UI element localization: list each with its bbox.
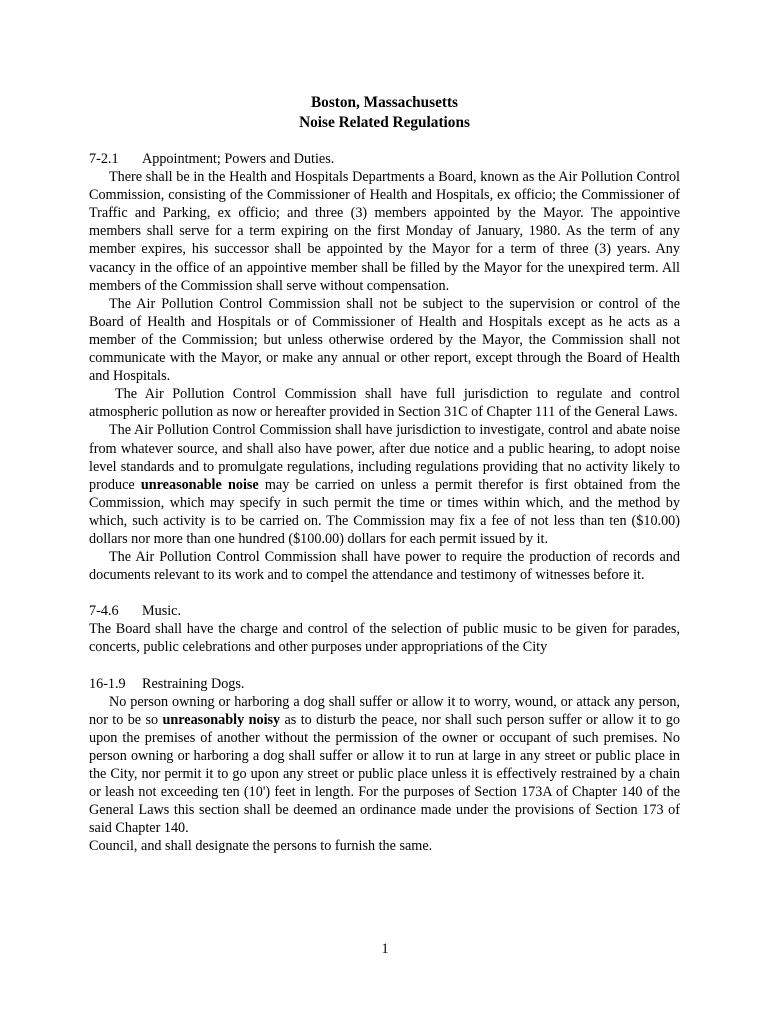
paragraph: Council, and shall designate the persons to furnish the same.: [89, 838, 433, 855]
emphasis-text: unreasonably noisy: [162, 711, 281, 728]
section-7-4-6: [89, 602, 680, 656]
section-7-2-1: [89, 150, 680, 584]
section-16-1-9: [89, 675, 680, 856]
title-line-subject: Noise Related Regulations: [299, 114, 470, 131]
section-title: Music.: [142, 603, 182, 620]
section-spacer: [89, 584, 680, 602]
paragraph: The Air Pollution Control Commission shall have full jurisdiction to regulate and control atmospheric pollution as now or hereafter provided in Section 31C of Chapter 111 of the General Laws.: [89, 386, 680, 421]
section-heading: [89, 675, 680, 693]
paragraph: The Air Pollution Control Commission shall have power to require the production of records and documents relevant to its work and to compel the attendance and testimony of witnesses before it.: [89, 549, 680, 584]
section-heading: [89, 150, 680, 168]
paragraph-text: as to disturb the peace, nor shall such person suffer or allow it to go upon the premises of another without the permission of the owner or occupant of such premises. No person owning or harboring a dog shall suffer or allow it to run at large in any street or public place in the City, nor permit it to go upon any street or public place unless it is effectively restrained by a chain or leash not exceeding ten (10') feet in length. For the purposes of Section 173A of Chapter 140 of the General Laws this section shall be deemed an ordinance made under the provisions of Section 173 of said Chapter 140.: [89, 711, 680, 837]
paragraph-text: may be carried on unless a permit therefor is first obtained from the Commission, which may specify in such permit the time or times within which, and the method by which, such activity is to be carried on. The Commission may fix a fee of not less than ten ($10.00) dollars nor more than one hundred ($100.00) dollars for each permit issued by it.: [89, 476, 680, 547]
paragraph: [89, 693, 680, 838]
paragraph-text: The Air Pollution Control Commission shall have jurisdiction to investigate, control and abate noise from whatever source, and shall also have power, after due notice and a public hearing, to adopt noise level standards and to promulgate regulations, including regulations providing that no activity likely to produce: [89, 422, 680, 493]
section-number: 16-1.9: [89, 675, 126, 692]
title-line-location: Boston, Massachusetts: [310, 94, 459, 111]
section-title: Appointment; Powers and Duties.: [142, 151, 335, 167]
section-number: 7-2.1: [89, 151, 119, 167]
section-number: 7-4.6: [89, 603, 119, 620]
document-page: [89, 93, 680, 855]
section-title: Restraining Dogs.: [142, 675, 245, 692]
paragraph: [89, 421, 680, 548]
section-spacer: [89, 657, 680, 675]
paragraph: The Air Pollution Control Commission shall not be subject to the supervision or control of the Board of Health and Hospitals or of Commissioner of Health and Hospitals except as he acts as a member of the Commission; but unless otherwise ordered by the Mayor, the Commission shall not communicate with the Mayor, or make any annual or other report, except through the Board of Health and Hospitals.: [89, 295, 680, 385]
document-title: [89, 93, 680, 133]
page-number: 1: [381, 941, 389, 957]
section-heading: [89, 602, 680, 620]
paragraph: There shall be in the Health and Hospitals Departments a Board, known as the Air Pollution Control Commission, consisting of the Commissioner of Health and Hospitals, ex officio; the Commissioner of Traffic and Parking, ex officio; and three (3) members appointed by the Mayor. The appointive members shall serve for a term expiring on the first Monday of January, 1980. As the term of any member expires, his successor shall be appointed by the Mayor for a term of three (3) years. Any vacancy in the office of an appointive member shall be filled by the Mayor for the unexpired term. All members of the Commission shall serve without compensation.: [89, 169, 680, 294]
emphasis-text: unreasonable noise: [140, 476, 259, 493]
paragraph: The Board shall have the charge and control of the selection of public music to be given for parades, concerts, public celebrations and other purposes under appropriations of the City: [89, 621, 680, 656]
paragraph-text: No person owning or harboring a dog shall suffer or allow it to worry, wound, or attack any person, nor to be so: [89, 693, 680, 728]
